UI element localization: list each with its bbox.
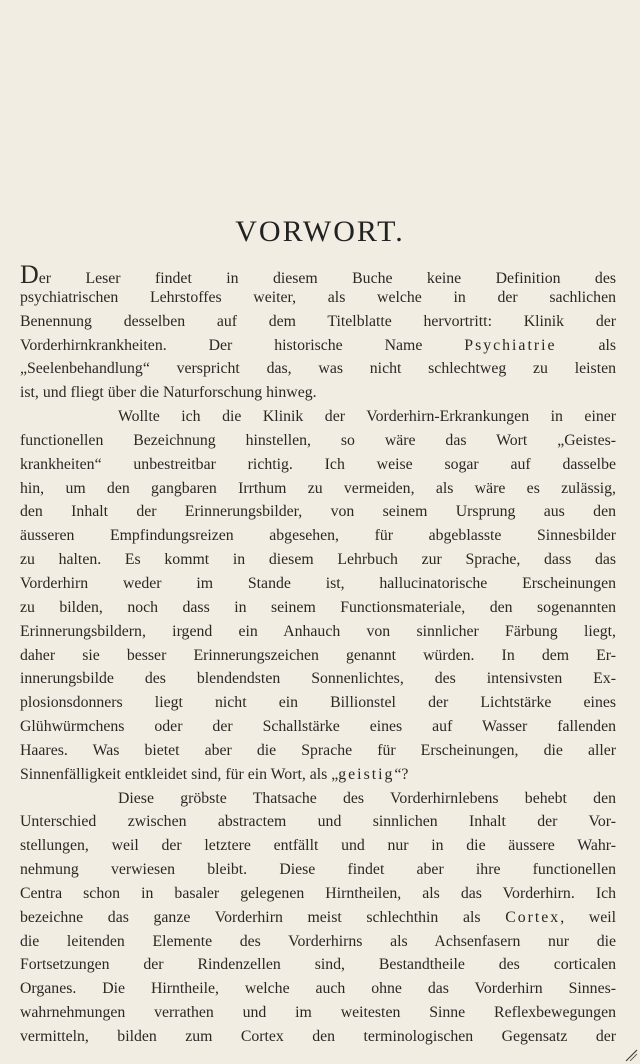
text-line: ist, und fliegt über die Naturforschung hinweg.	[20, 384, 317, 402]
emphasized-term: geistig	[338, 765, 395, 783]
text-line: Wollte ich die Klinik der Vorderhirn-Erkrankungen in einer	[118, 408, 616, 426]
drop-cap: D	[20, 260, 39, 289]
text-line: Vorderhirn weder im Stande ist, hallucinatorische Erscheinungen	[20, 574, 616, 592]
text-line: psychiatrischen Lehrstoffes weiter, als welche in der sachlichen	[20, 288, 616, 306]
text-line: daher sie besser Erinnerungszeichen genannt würden. In dem Er-	[20, 646, 616, 664]
text-line: Glühwürmchens oder der Schallstärke eines auf Wasser fallenden	[20, 718, 616, 736]
text-line: Centra schon in basaler gelegenen Hirntheilen, als das Vorderhirn. Ich	[20, 884, 616, 902]
text-line: Organes. Die Hirntheile, welche auch ohne das Vorderhirn Sinnes-	[20, 980, 616, 998]
text-line: innerungsbilde des blendendsten Sonnenlichtes, des intensivsten Ex-	[20, 670, 616, 688]
text-line: Erinnerungsbildern, irgend ein Anhauch von sinnlicher Färbung liegt,	[20, 622, 616, 640]
text-line: zu bilden, noch dass in seinem Functionsmateriale, den sogenannten	[20, 598, 616, 616]
text-line: Diese gröbste Thatsache des Vorderhirnlebens behebt den	[118, 789, 616, 807]
text-line: bezeichne das ganze Vorderhirn meist schlechthin als Cortex, weil	[20, 908, 616, 926]
emphasized-term: Cortex	[505, 908, 561, 926]
page-corner-mark	[624, 1048, 638, 1062]
text-line: zu halten. Es kommt in diesem Lehrbuch zur Sprache, dass das	[20, 551, 616, 569]
text-line: Vorderhirnkrankheiten. Der historische Name Psychiatrie als	[20, 336, 616, 354]
page-title: VORWORT.	[235, 215, 405, 249]
text-line: die leitenden Elemente des Vorderhirns als Achsenfasern nur die	[20, 932, 616, 950]
text-line: stellungen, weil der letztere entfällt und nur in die äussere Wahr-	[20, 837, 616, 855]
text-line: Benennung desselben auf dem Titelblatte hervortritt: Klinik der	[20, 312, 616, 330]
text-line: Sinnenfälligkeit entkleidet sind, für ein Wort, als „geistig“?	[20, 765, 409, 783]
text-line: Der Leser findet in diesem Buche keine Definition des	[20, 260, 616, 289]
text-line: nehmung verwiesen bleibt. Diese findet aber ihre functionellen	[20, 861, 616, 879]
text-line: Haares. Was bietet aber die Sprache für Erscheinungen, die aller	[20, 741, 616, 759]
text-line: Unterschied zwischen abstractem und sinnlichen Inhalt der Vor-	[20, 813, 616, 831]
body-text	[20, 262, 616, 1049]
text-line: vermitteln, bilden zum Cortex den terminologischen Gegensatz der	[20, 1028, 616, 1045]
text-line: wahrnehmungen verrathen und im weitesten Sinne Reflexbewegungen	[20, 1004, 616, 1022]
text-line: hin, um den gangbaren Irrthum zu vermeiden, als wäre es zulässig,	[20, 479, 616, 497]
text-line: „Seelenbehandlung“ verspricht das, was nicht schlechtweg zu leisten	[20, 360, 616, 378]
text-line: functionellen Bezeichnung hinstellen, so wäre das Wort „Geistes-	[20, 431, 616, 449]
text-line: Fortsetzungen der Rindenzellen sind, Bestandtheile des corticalen	[20, 956, 616, 974]
text-line: äusseren Empfindungsreizen abgesehen, für abgeblasste Sinnesbilder	[20, 527, 616, 545]
text-line: plosionsdonners liegt nicht ein Billionstel der Lichtstärke eines	[20, 694, 616, 712]
text-line: krankheiten“ unbestreitbar richtig. Ich weise sogar auf dasselbe	[20, 455, 616, 473]
text-line: den Inhalt der Erinnerungsbilder, von seinem Ursprung aus den	[20, 503, 616, 521]
emphasized-term: Psychiatrie	[464, 336, 557, 354]
